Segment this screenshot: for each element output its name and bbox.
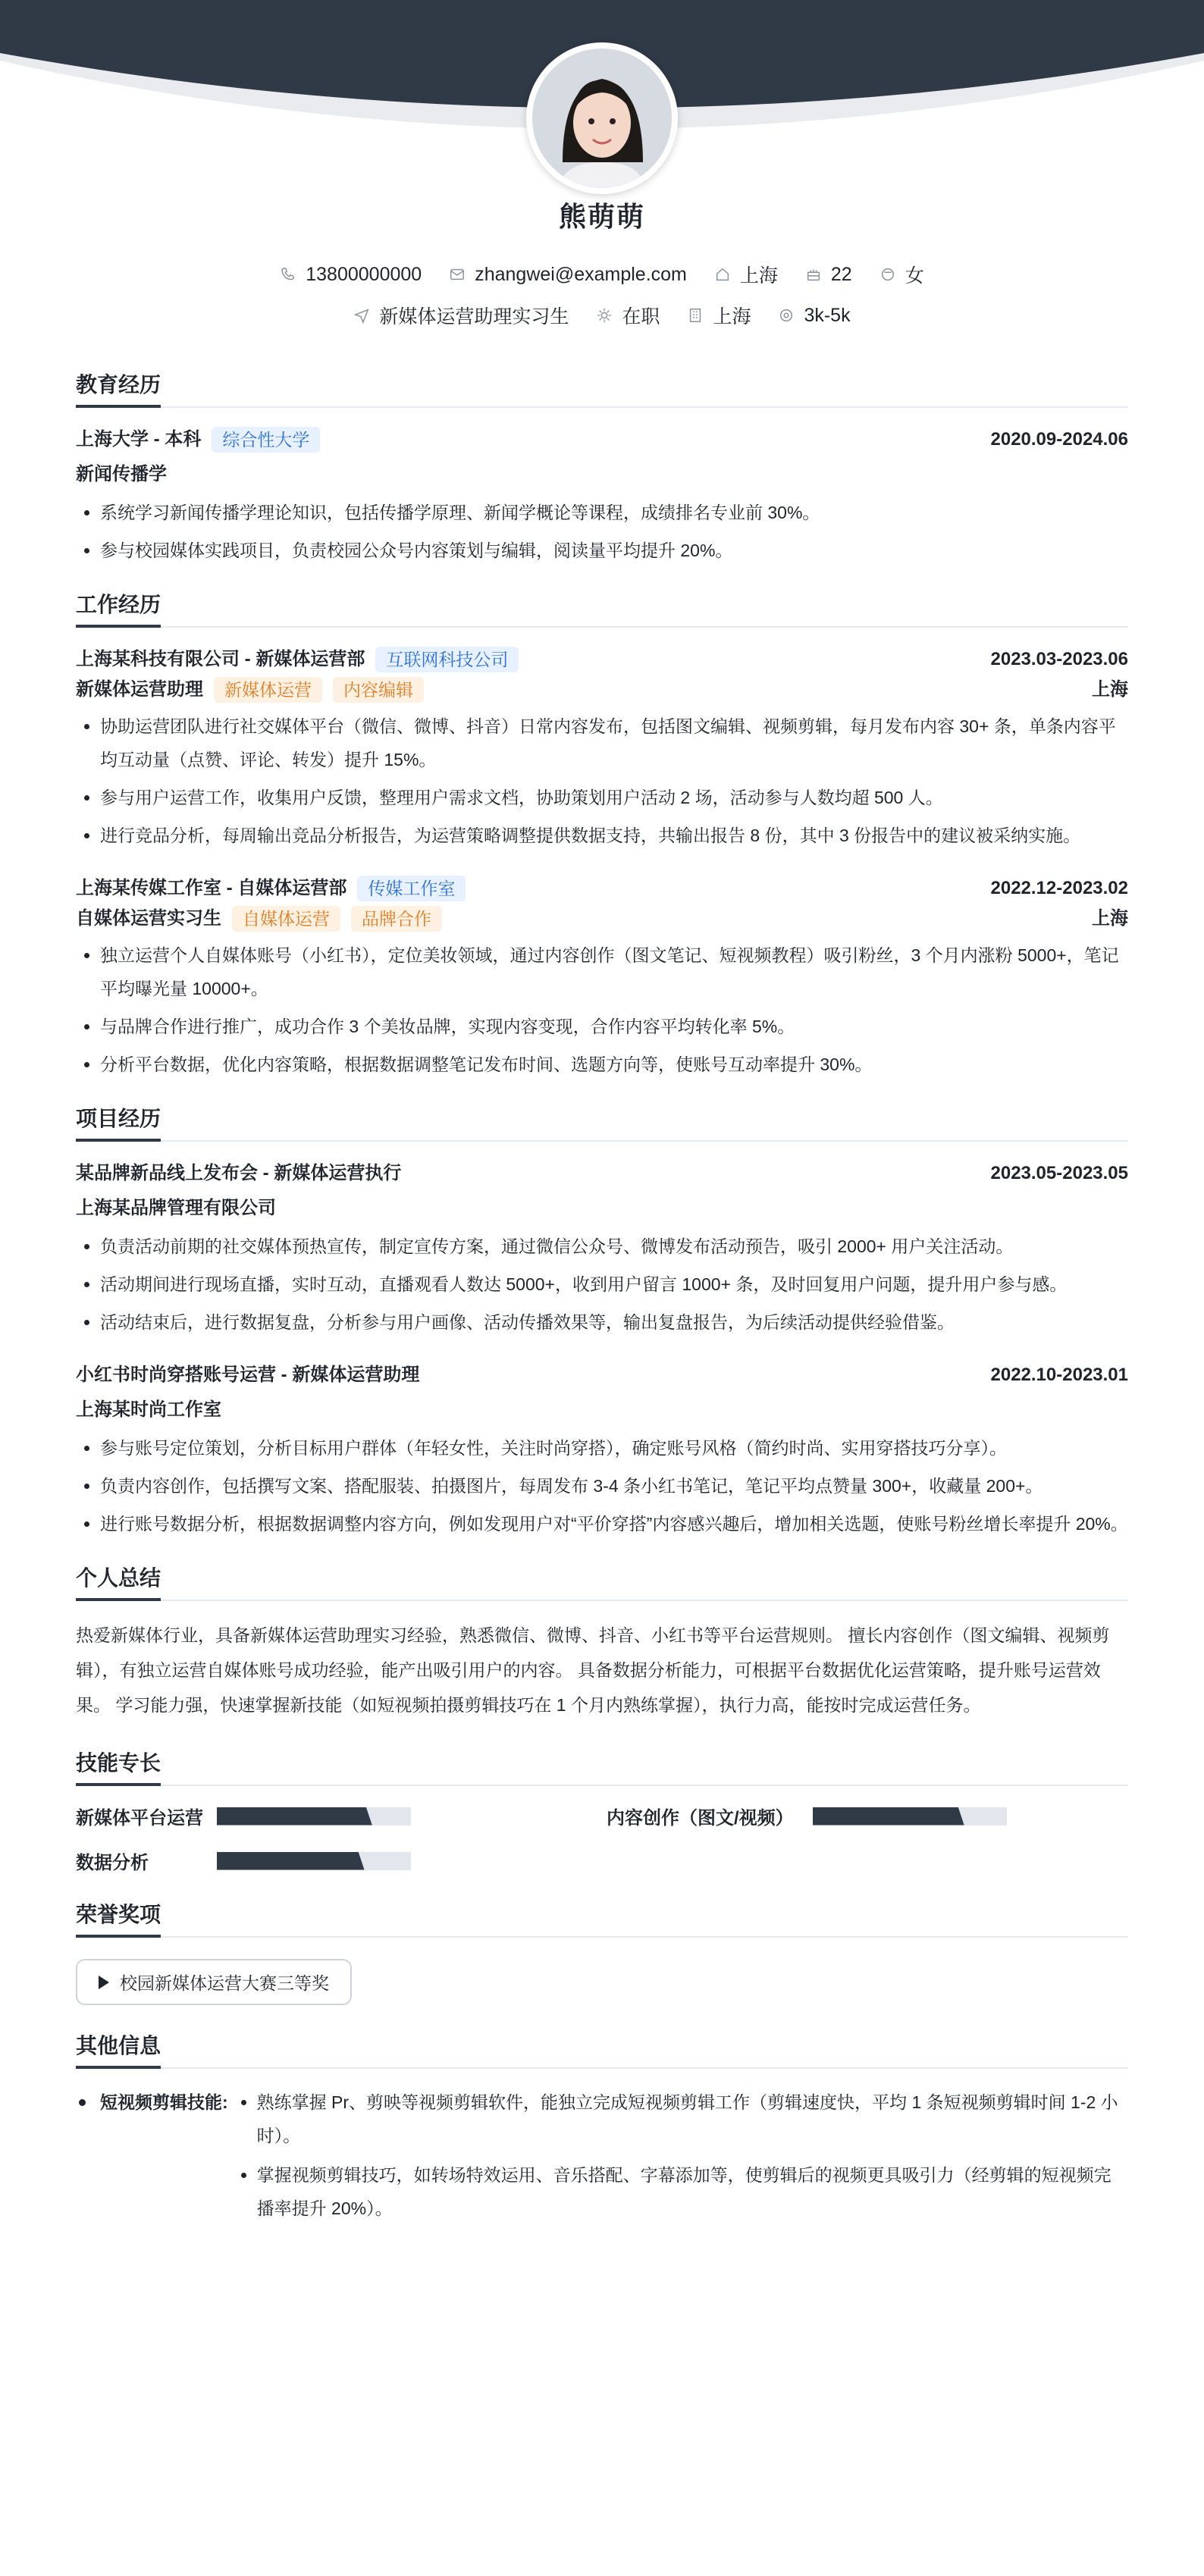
- work-section: [76, 588, 1128, 1081]
- projects-section: [76, 1102, 1128, 1540]
- section-title: 个人总结: [76, 1562, 1128, 1601]
- role-tag: 新媒体运营: [214, 677, 322, 703]
- section-title: 其他信息: [76, 2029, 1128, 2069]
- skills-section: [76, 1747, 1128, 1885]
- contact-row-basic: [0, 261, 1204, 288]
- project-org: 上海某品牌管理有限公司: [76, 1198, 276, 1218]
- contact-row-intent: [0, 302, 1204, 329]
- building-icon: [687, 307, 704, 324]
- work-item: [76, 644, 1128, 852]
- summary-text: 热爱新媒体行业，具备新媒体运营助理实习经验，熟悉微信、微博、抖音、小红书等平台运营规则。 擅长内容创作（图文编辑、视频剪辑），有独立运营自媒体账号成功经验，能产出吸引用户的内容。 具备数据分析能力，可根据平台数据优化运营策略，提升账号运营效果。 学习能力强，快速掌握新技能（如短视频拍摄剪辑技巧在 1 个月内熟练掌握），执行力高，能按时完成运营任务。: [76, 1625, 1110, 1715]
- intent-job: [353, 302, 569, 329]
- intent-salary: [778, 302, 850, 329]
- major: 新闻传播学: [76, 464, 167, 484]
- home-icon: [714, 266, 731, 283]
- list-item: • 参与用户运营工作，收集用户反馈，整理用户需求文档，协助策划用户活动 2 场，活动参与人数均超 500 人。: [100, 781, 1128, 814]
- list-item: • 活动期间进行现场直播，实时互动，直播观看人数达 5000+，收到用户留言 1000+ 条，及时回复用户问题，提升用户参与感。: [100, 1268, 1128, 1301]
- list-item: • 独立运营个人自媒体账号（小红书），定位美妆领域，通过内容创作（图文笔记、短视频教程）吸引粉丝，3 个月内涨粉 5000+，笔记平均曝光量 10000+。: [100, 939, 1128, 1005]
- phone-text: 13800000000: [306, 263, 422, 285]
- section-title: 荣誉奖项: [76, 1898, 1128, 1938]
- list-item: • 进行竞品分析，每周输出竞品分析报告，为运营策略调整提供数据支持，共输出报告 8 份，其中 3 份报告中的建议被采纳实施。: [100, 819, 1128, 852]
- contact-phone: [280, 261, 422, 288]
- list-item: • 活动结束后，进行数据复盘，分析参与用户画像、活动传播效果等，输出复盘报告，为后续活动提供经验借鉴。: [100, 1305, 1128, 1339]
- salary-icon: [778, 307, 795, 324]
- skill-bar: [217, 1852, 411, 1870]
- contact-age: [805, 261, 852, 288]
- skill-bar-fill: [813, 1807, 964, 1825]
- role-name: 新媒体运营助理: [76, 679, 203, 700]
- skills-grid: [76, 1803, 1128, 1874]
- intent-city: [687, 302, 751, 329]
- project-item: [76, 1360, 1128, 1540]
- candidate-name: 熊萌萌: [558, 201, 645, 232]
- honors-section: [76, 1898, 1128, 2016]
- list-item: • 负责活动前期的社交媒体预热宣传，制定宣传方案，通过微信公众号、微博发布活动预告，吸引 2000+ 用户关注活动。: [100, 1230, 1128, 1263]
- salary-text: 3k-5k: [804, 304, 851, 326]
- city-text: 上海: [739, 265, 778, 287]
- company-name: 上海某传媒工作室 - 自媒体运营部: [76, 878, 347, 898]
- list-item: • 与品牌合作进行推广，成功合作 3 个美妆品牌，实现内容变现，合作内容平均转化率 5%。: [100, 1010, 1128, 1043]
- date-range: 2023.05-2023.05: [990, 1163, 1128, 1183]
- email-text: zhangwei@example.com: [475, 263, 687, 285]
- project-item: [76, 1158, 1128, 1339]
- other-key: 短视频剪辑技能:: [76, 2086, 228, 2231]
- date-range: 2022.12-2023.02: [990, 878, 1128, 898]
- target-city-text: 上海: [713, 306, 751, 327]
- company-name: 上海某科技有限公司 - 新媒体运营部: [76, 649, 365, 669]
- date-range: 2020.09-2024.06: [990, 429, 1128, 450]
- location: 上海: [1092, 679, 1128, 700]
- work-item: [76, 873, 1128, 1081]
- skill-bar: [813, 1807, 1007, 1825]
- project-name: 某品牌新品线上发布会 - 新媒体运营执行: [76, 1163, 402, 1183]
- company-tag: 传媒工作室: [357, 876, 466, 901]
- other-info: [76, 2086, 1128, 2231]
- location: 上海: [1092, 908, 1128, 929]
- section-title: 教育经历: [76, 368, 1128, 408]
- target-job-text: 新媒体运营助理实习生: [379, 306, 569, 327]
- mail-icon: [449, 266, 466, 283]
- skill-item: [607, 1803, 1128, 1829]
- date-range: 2023.03-2023.06: [990, 649, 1128, 669]
- gender-text: 女: [905, 265, 924, 287]
- list-item: • 协助运营团队进行社交媒体平台（微信、微博、抖音）日常内容发布，包括图文编辑、视频剪辑，每月发布内容 30+ 条，单条内容平均互动量（点赞、评论、转发）提升 15%。: [100, 710, 1128, 776]
- role-tag: 品牌合作: [351, 906, 442, 932]
- role-tag: 内容编辑: [333, 677, 424, 703]
- school-name: 上海大学 - 本科: [76, 429, 202, 450]
- status-text: 在职: [622, 306, 660, 327]
- status-icon: [596, 307, 613, 324]
- skill-bar: [217, 1807, 411, 1825]
- contact-email: [449, 261, 687, 288]
- skill-item: [76, 1803, 607, 1829]
- education-section: [76, 368, 1128, 567]
- resume-content: [76, 368, 1128, 2245]
- summary-section: [76, 1562, 1128, 1733]
- phone-icon: [280, 266, 296, 283]
- list-item: • 掌握视频剪辑技巧，如转场特效运用、音乐搭配、字幕添加等，使剪辑后的视频更具吸引力（经剪辑的短视频完播率提升 20%）。: [257, 2158, 1128, 2225]
- avatar-photo: [532, 49, 672, 188]
- list-item: • 熟练掌握 Pr、剪映等视频剪辑软件，能独立完成短视频剪辑工作（剪辑速度快，平均 1 条短视频剪辑时间 1-2 小时）。: [257, 2086, 1128, 2152]
- play-icon: [99, 1976, 109, 1989]
- section-title: 项目经历: [76, 1102, 1128, 1142]
- other-section: [76, 2029, 1128, 2231]
- list-item: • 系统学习新闻传播学理论知识，包括传播学原理、新闻学概论等课程，成绩排名专业前 30%。: [100, 496, 1128, 529]
- intent-status: [596, 302, 660, 329]
- send-icon: [353, 307, 370, 324]
- education-item: [76, 425, 1128, 567]
- contact-gender: [879, 261, 924, 288]
- role-name: 自媒体运营实习生: [76, 908, 221, 929]
- age-icon: [805, 266, 822, 283]
- contact-city: [714, 261, 778, 288]
- age-text: 22: [830, 263, 852, 285]
- list-item: • 参与校园媒体实践项目，负责校园公众号内容策划与编辑，阅读量平均提升 20%。: [100, 534, 1128, 567]
- avatar: [526, 42, 678, 194]
- date-range: 2022.10-2023.01: [990, 1365, 1128, 1385]
- skill-name: 新媒体平台运营: [76, 1808, 203, 1829]
- skill-bar-fill: [217, 1852, 365, 1870]
- skill-name: 数据分析: [76, 1853, 149, 1873]
- award-text: 校园新媒体运营大赛三等奖: [120, 1973, 329, 1993]
- list-item: • 参与账号定位策划，分析目标用户群体（年轻女性，关注时尚穿搭），确定账号风格（简约时尚、实用穿搭技巧分享）。: [100, 1431, 1128, 1465]
- list-item: • 负责内容创作，包括撰写文案、搭配服装、拍摄图片，每周发布 3-4 条小红书笔记，笔记平均点赞量 300+，收藏量 200+。: [100, 1469, 1128, 1503]
- skill-bar-fill: [217, 1807, 372, 1825]
- role-tag: 自媒体运营: [232, 906, 340, 932]
- skill-name: 内容创作（图文/视频）: [607, 1808, 794, 1829]
- school-tag: 综合性大学: [212, 427, 320, 453]
- award-badge: [76, 1959, 352, 2005]
- project-org: 上海某时尚工作室: [76, 1399, 221, 1420]
- skill-item: [76, 1847, 607, 1874]
- section-title: 技能专长: [76, 1747, 1128, 1786]
- list-item: • 进行账号数据分析，根据数据调整内容方向，例如发现用户对“平价穿搭”内容感兴趣后，增加相关选题，使账号粉丝增长率提升 20%。: [100, 1507, 1128, 1540]
- gender-icon: [879, 266, 896, 283]
- section-title: 工作经历: [76, 588, 1128, 628]
- list-item: • 分析平台数据，优化内容策略，根据数据调整笔记发布时间、选题方向等，使账号互动率提升 30%。: [100, 1048, 1128, 1081]
- project-name: 小红书时尚穿搭账号运营 - 新媒体运营助理: [76, 1365, 420, 1385]
- company-tag: 互联网科技公司: [375, 647, 519, 672]
